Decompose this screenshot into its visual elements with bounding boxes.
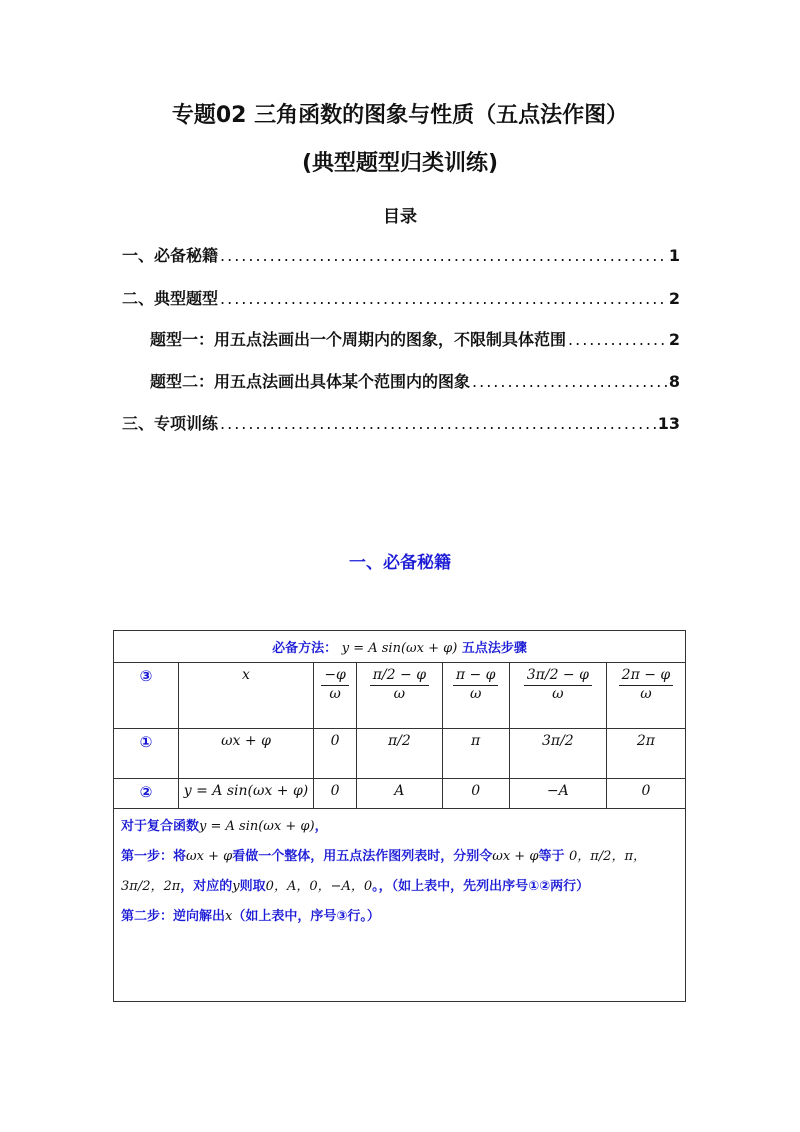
note-line: 对于复合函数y = A sin(ωx + φ)， xyxy=(121,819,328,834)
toc-entry[interactable] xyxy=(150,369,680,392)
row-mark: ② xyxy=(114,779,179,809)
toc-entry[interactable] xyxy=(122,243,680,266)
table-cell: 0 xyxy=(606,779,685,809)
toc-entry-label: 题型一：用五点法画出一个周期内的图象，不限制具体范围 xyxy=(150,330,567,349)
document-title: 专题02 三角函数的图象与性质（五点法作图） xyxy=(171,103,629,128)
toc-entry-label: 二、典型题型 xyxy=(122,289,219,308)
table-cell: $\frac{3\pi/2 - \varphi}{\omega}$ xyxy=(509,663,606,729)
row-mark: ③ xyxy=(114,663,179,729)
table-cell: A xyxy=(357,779,442,809)
header-suffix: 五点法步骤 xyxy=(461,641,527,656)
five-point-table xyxy=(113,630,686,809)
row-label: ωx + φ xyxy=(179,729,314,779)
table-row xyxy=(114,663,686,729)
toc-entry-label: 一、必备秘籍 xyxy=(122,246,219,265)
toc-entry-page: 2 xyxy=(668,330,680,349)
row-label: x xyxy=(179,663,314,729)
table-cell: 2π xyxy=(606,729,685,779)
table-cell: π xyxy=(442,729,509,779)
table-cell: $\frac{-\varphi}{\omega}$ xyxy=(314,663,357,729)
table-cell: $\frac{\pi/2 - \varphi}{\omega}$ xyxy=(357,663,442,729)
toc-entry-label: 三、专项训练 xyxy=(122,414,219,433)
toc-leader-dots xyxy=(220,289,667,308)
toc-leader-dots xyxy=(568,330,667,349)
table-cell: 3π/2 xyxy=(509,729,606,779)
table-cell: $\frac{\pi - \varphi}{\omega}$ xyxy=(442,663,509,729)
section-heading: 一、必备秘籍 xyxy=(349,553,451,573)
toc-entry[interactable] xyxy=(122,286,680,309)
toc-entry-page: 2 xyxy=(668,289,680,308)
table-row xyxy=(114,779,686,809)
table-header xyxy=(114,631,686,663)
table-cell: −A xyxy=(509,779,606,809)
table-row xyxy=(114,729,686,779)
toc-entry-page: 1 xyxy=(668,246,680,265)
table-cell: 0 xyxy=(314,779,357,809)
toc-entry-page: 8 xyxy=(668,372,680,391)
toc-heading: 目录 xyxy=(383,207,417,227)
note-step2: 第二步：逆向解出x（如上表中，序号③行。） xyxy=(121,909,380,924)
header-formula: y = A sin(ωx + φ) xyxy=(341,641,458,656)
toc-entry-page: 13 xyxy=(657,414,680,433)
table-cell: $\frac{2\pi - \varphi}{\omega}$ xyxy=(606,663,685,729)
header-label: 必备方法： xyxy=(272,641,338,656)
document-subtitle: (典型题型归类训练) xyxy=(301,151,499,176)
note-step1: 第一步：将ωx + φ看做一个整体，用五点法作图列表时，分别令ωx + φ等于 0，π/2，π，3π/2，2π，对应的y则取0，A，0，−A，0。，（如上表中，先列出序号①②两行） xyxy=(121,849,646,894)
method-notes xyxy=(121,812,677,932)
toc-entry[interactable] xyxy=(122,411,680,434)
table-cell: π/2 xyxy=(357,729,442,779)
toc-leader-dots xyxy=(220,246,667,265)
toc-entry[interactable] xyxy=(150,327,680,350)
toc-entry-label: 题型二：用五点法画出具体某个范围内的图象 xyxy=(150,372,471,391)
row-mark: ① xyxy=(114,729,179,779)
row-label: y = A sin(ωx + φ) xyxy=(179,779,314,809)
toc-leader-dots xyxy=(472,372,667,391)
table-cell: 0 xyxy=(442,779,509,809)
table-cell: 0 xyxy=(314,729,357,779)
toc-leader-dots xyxy=(220,414,656,433)
